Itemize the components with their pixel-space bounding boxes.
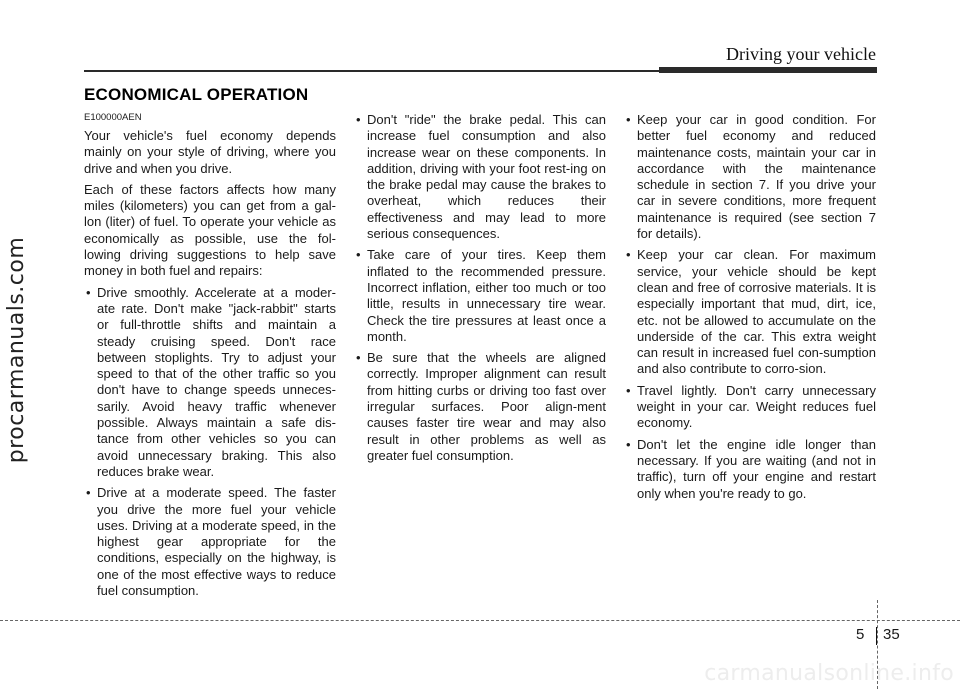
page-number: 35 <box>883 626 900 643</box>
tips-list-3 <box>624 112 876 502</box>
header-rule <box>84 70 659 72</box>
footer-rule <box>0 620 960 621</box>
tips-list-2 <box>354 112 606 464</box>
section-title: ECONOMICAL OPERATION <box>84 85 309 104</box>
column-2 <box>354 112 606 469</box>
tip-wheel-alignment: • Be sure that the wheels are aligned correctly. Improper alignment can result from hitting curbs or driving too fast over irregular surfaces. Poor align-ment causes faster tire wear and may also result in other problems as well as greater fuel consumption. <box>354 350 606 464</box>
tip-keep-clean: • Keep your car clean. For maximum service, your vehicle should be kept clean and free of corrosive materials. It is especially important that mud, dirt, ice, etc. not be allowed to accumulate on the underside of the car. This extra weight can result in increased fuel con-sumption and also contribute to corro-sion. <box>624 247 876 377</box>
page-chapter-number: 5 <box>856 626 865 643</box>
intro-paragraph-2: Each of these factors affects how many miles (kilometers) you can get from a gal-lon (liter) of fuel. To operate your vehicle as economically as possible, use the fol-lowing driving suggestions to help save money in both fuel and repairs: <box>84 181 336 279</box>
side-watermark: procarmanuals.com <box>4 236 29 464</box>
tip-engine-idle: • Don't let the engine idle longer than necessary. If you are waiting (and not in traffic), turn off your engine and restart only when you're ready to go. <box>624 437 876 502</box>
tip-tires: • Take care of your tires. Keep them inflated to the recommended pressure. Incorrect inflation, either too much or too little, results in unnecessary tire wear. Check the tire pressures at least once a month. <box>354 247 606 345</box>
tip-travel-lightly: • Travel lightly. Don't carry unnecessary weight in your car. Weight reduces fuel economy. <box>624 383 876 432</box>
tip-good-condition: • Keep your car in good condition. For better fuel economy and reduced maintenance costs, maintain your car in accordance with the maintenance schedule in section 7. If you drive your car in severe conditions, more frequent maintenance is required (see section 7 for details). <box>624 112 876 242</box>
intro-paragraph-1: Your vehicle's fuel economy depends mainly on your style of driving, where you drive and when you drive. <box>84 128 336 176</box>
tip-moderate-speed: • Drive at a moderate speed. The faster you drive the more fuel your vehicle uses. Driving at a moderate speed, in the highest gear appropriate for the conditions, especially on the highway, is one of the most effective ways to reduce fuel consumption. <box>84 485 336 599</box>
header-bar <box>659 67 877 73</box>
page-number-divider <box>876 627 877 645</box>
tip-brake-pedal: • Don't "ride" the brake pedal. This can increase fuel consumption and also increase wear on these components. In addition, driving with your foot rest-ing on the brake pedal may cause the brakes to overheat, which reduces their effectiveness and may lead to more serious consequences. <box>354 112 606 242</box>
tips-list-1 <box>84 285 336 600</box>
tip-drive-smoothly: • Drive smoothly. Accelerate at a moder-ate rate. Don't make "jack-rabbit" starts or full-throttle shifts and maintain a steady cruising speed. Don't race between stoplights. Try to adjust your speed to that of the other traffic so you don't have to change speeds unneces-sarily. Avoid heavy traffic whenever possible. Always maintain a safe dis-tance from other vehicles so you can avoid unnecessary braking. This also reduces brake wear. <box>84 285 336 481</box>
column-1 <box>84 112 336 604</box>
chapter-title: Driving your vehicle <box>726 44 876 64</box>
bottom-watermark: carmanualsonline.info <box>704 661 954 686</box>
column-3 <box>624 112 876 507</box>
section-code: E100000AEN <box>84 112 142 123</box>
